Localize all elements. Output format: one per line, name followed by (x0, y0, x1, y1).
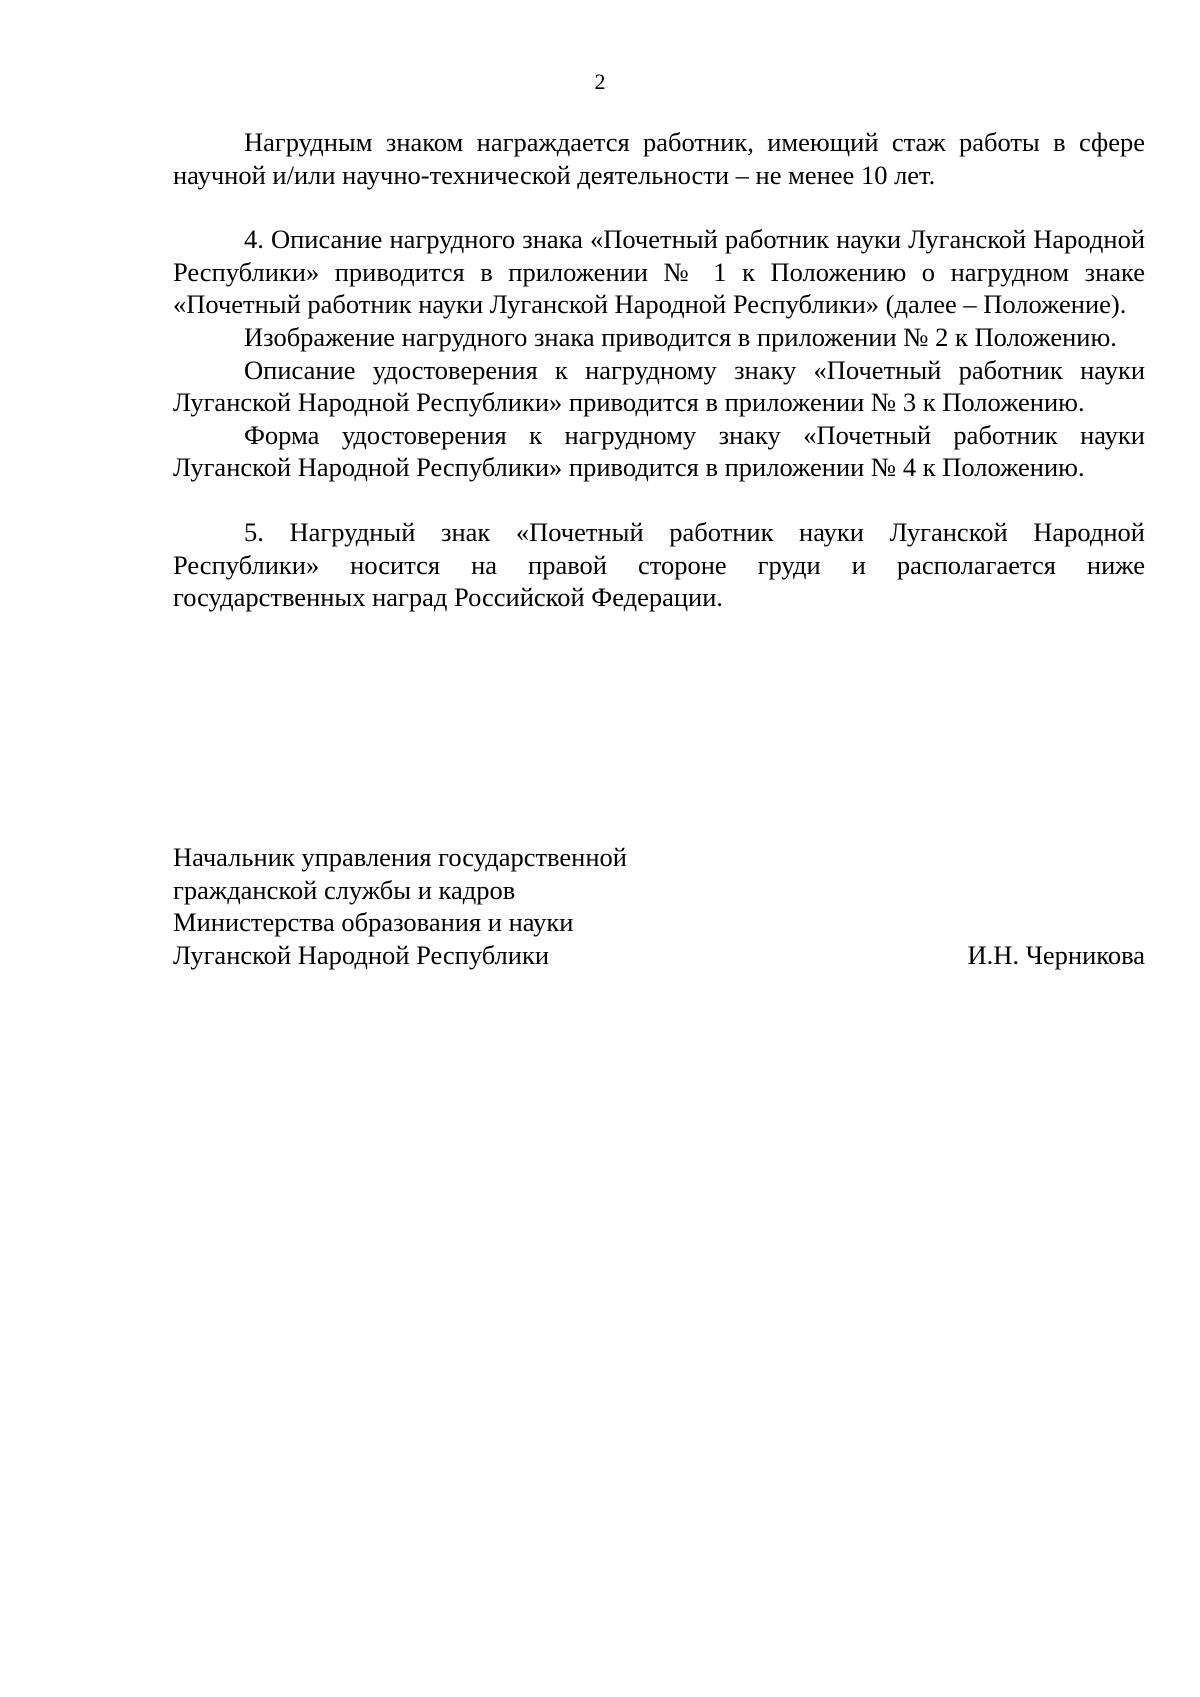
signatory-name: И.Н. Черникова (967, 939, 1145, 970)
signature-block (173, 841, 1145, 971)
signatory-title-line-2: гражданской службы и кадров (173, 874, 516, 905)
paragraph-gap (173, 191, 1145, 223)
signatory-title-line-3: Министерства образования и науки (173, 907, 574, 938)
signatory-title-line-4: Луганской Народной Республики (173, 939, 550, 970)
paragraph-badge-image: Изображение нагрудного знака приводится в приложении № 2 к Положению. (244, 321, 1117, 352)
paragraph-section-5-wearing: 5. Нагрудный знак «Почетный работник науки Луганской Народной Республики» носится на правой стороне груди и располагается ниже государственных наград Российской Федерации. (173, 516, 1145, 613)
paragraph-gap (173, 484, 1145, 516)
signatory-title-line-1: Начальник управления государственной (173, 842, 627, 872)
page-number: 2 (594, 69, 606, 94)
document-body (173, 126, 1145, 614)
paragraph-award-criteria: Нагрудным знаком награждается работник, имеющий стаж работы в сфере научной и/или научно-технической деятельности – не менее 10 лет. (173, 127, 1145, 190)
paragraph-section-4-description: 4. Описание нагрудного знака «Почетный работник науки Луганской Народной Республики» приводится в приложении № 1 к Положению о нагрудном знаке «Почетный работник науки Луганской Народной Республики» (далее – Положение). (173, 224, 1145, 320)
paragraph-certificate-description: Описание удостоверения к нагрудному знаку «Почетный работник науки Луганской Народной Республики» приводится в приложении № 3 к Положению. (173, 354, 1145, 418)
paragraph-certificate-form: Форма удостоверения к нагрудному знаку «Почетный работник науки Луганской Народной Республики» приводится в приложении № 4 к Положению. (173, 419, 1145, 483)
